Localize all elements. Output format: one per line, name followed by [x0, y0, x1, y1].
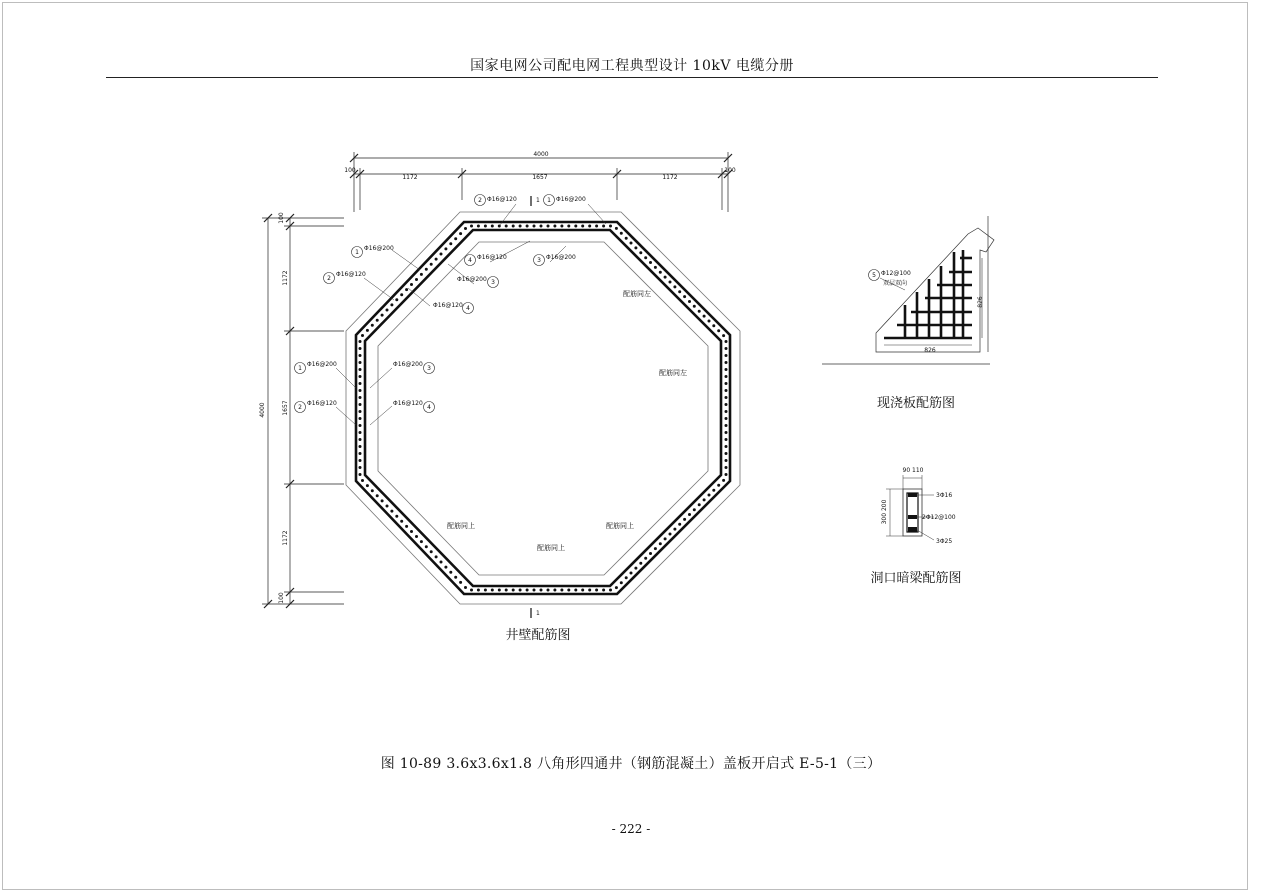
rebar-dot — [420, 540, 423, 543]
rebar-dot — [547, 589, 550, 592]
rebar-label-inner-3: Φ16@200 — [546, 254, 576, 261]
rebar-dot — [725, 452, 728, 455]
beam-detail — [886, 475, 934, 540]
rebar-dot — [708, 494, 711, 497]
rebar-dot — [400, 293, 403, 296]
note-same-up-2: 配筋同上 — [606, 522, 634, 530]
rebar-dot — [420, 273, 423, 276]
rebar-dot — [526, 589, 529, 592]
rebar-dot — [359, 424, 362, 427]
rebar-dot — [717, 329, 720, 332]
rebar-dot — [366, 329, 369, 332]
rebar-dot — [725, 473, 728, 476]
rebar-label-diag-4b: Φ16@120 — [433, 302, 463, 309]
rebar-dot — [725, 382, 728, 385]
rebar-dot — [533, 225, 536, 228]
rebar-label-diag-4: Φ16@120 — [477, 254, 507, 261]
bubble-1: 1 — [298, 365, 302, 372]
beam-rebar-top: 3Φ16 — [936, 492, 953, 499]
rebar-dot — [477, 225, 480, 228]
dim-top-total: 4000 — [533, 151, 549, 158]
rebar-dot — [725, 424, 728, 427]
dim-left-seg-4: 1172 — [282, 530, 289, 546]
rebar-label-top-b: Φ16@200 — [556, 196, 586, 203]
rebar-dot — [688, 513, 691, 516]
rebar-dot — [725, 410, 728, 413]
rebar-dot — [664, 537, 667, 540]
rebar-dot — [725, 396, 728, 399]
rebar-dot — [361, 334, 364, 337]
rebar-dot — [533, 589, 536, 592]
rebar-dot — [395, 298, 398, 301]
rebar-dot — [359, 445, 362, 448]
rebar-dot — [698, 310, 701, 313]
rebar-dot — [595, 225, 598, 228]
rebar-dot — [725, 354, 728, 357]
section-mark-bottom-label: 1 — [536, 610, 540, 617]
rebar-dot — [361, 479, 364, 482]
rebar-dot — [547, 225, 550, 228]
rebar-dot — [410, 283, 413, 286]
page-header: 国家电网公司配电网工程典型设计 10kV 电缆分册 — [470, 58, 794, 74]
rebar-dot — [376, 494, 379, 497]
rebar-distribution-bars — [359, 225, 728, 592]
rebar-dot — [359, 403, 362, 406]
rebar-dot — [683, 295, 686, 298]
bubble-3: 3 — [537, 257, 541, 264]
rebar-dot — [725, 340, 728, 343]
rebar-dot — [440, 561, 443, 564]
rebar-dot — [659, 271, 662, 274]
rebar-dot — [459, 581, 462, 584]
rebar-dot — [359, 410, 362, 413]
rebar-dot — [630, 572, 633, 575]
rebar-dot — [359, 396, 362, 399]
rebar-dot — [725, 347, 728, 350]
rebar-dot — [390, 303, 393, 306]
rebar-dot — [540, 589, 543, 592]
rebar-dot — [498, 589, 501, 592]
rebar-label-left-2: Φ16@120 — [307, 400, 337, 407]
rebar-dot — [649, 261, 652, 264]
rebar-dot — [540, 225, 543, 228]
rebar-dot — [425, 545, 428, 548]
slab-rebar-label: Φ12@100 — [881, 270, 911, 277]
rebar-dot — [444, 566, 447, 569]
rebar-dot — [654, 547, 657, 550]
rebar-dot — [588, 225, 591, 228]
rebar-dot — [644, 256, 647, 259]
rebar-inner-layer — [365, 230, 721, 586]
dim-left-seg-1: 100 — [278, 212, 285, 224]
rebar-dot — [464, 227, 467, 230]
note-same-up-1: 配筋同上 — [447, 522, 475, 530]
rebar-dot — [359, 340, 362, 343]
well-wall-title: 井壁配筋图 — [505, 628, 571, 643]
rebar-dot — [725, 417, 728, 420]
bubble-3: 3 — [491, 279, 495, 286]
rebar-label-diag-2: Φ16@120 — [336, 271, 366, 278]
rebar-dot — [725, 459, 728, 462]
rebar-dot — [669, 533, 672, 536]
slab-rebar-direction: 双层双向 — [883, 280, 908, 287]
slab-dim-v: 826 — [977, 296, 984, 308]
bubble-2: 2 — [478, 197, 482, 204]
rebar-dot — [359, 459, 362, 462]
rebar-dot — [359, 354, 362, 357]
rebar-label-diag-3: Φ16@200 — [457, 276, 487, 283]
rebar-dot — [725, 403, 728, 406]
dim-left-seg-5: 100 — [278, 592, 285, 604]
bubble-3: 3 — [427, 365, 431, 372]
beam-dim-top: 90 110 — [902, 467, 924, 474]
rebar-dot — [359, 452, 362, 455]
slab-dim-h: 826 — [924, 347, 936, 354]
rebar-dot — [567, 589, 570, 592]
rebar-dot — [505, 225, 508, 228]
rebar-dot — [381, 499, 384, 502]
rebar-dot — [390, 510, 393, 513]
rebar-dot — [609, 589, 612, 592]
rebar-dot — [620, 581, 623, 584]
rebar-dot — [664, 276, 667, 279]
bubble-2: 2 — [327, 275, 331, 282]
bubble-4: 4 — [468, 257, 472, 264]
rebar-dot — [386, 505, 389, 508]
rebar-dot — [620, 232, 623, 235]
rebar-label-left-4: Φ16@120 — [393, 400, 423, 407]
rebar-dot — [703, 498, 706, 501]
rebar-dot — [491, 225, 494, 228]
rebar-dot — [359, 368, 362, 371]
slab-detail — [822, 216, 994, 364]
rebar-dot — [725, 375, 728, 378]
rebar-dot — [410, 530, 413, 533]
rebar-dot — [560, 225, 563, 228]
rebar-label-left-1: Φ16@200 — [307, 361, 337, 368]
rebar-dot — [430, 263, 433, 266]
beam-rebar-bottom: 3Φ25 — [936, 538, 953, 545]
rebar-dot — [491, 589, 494, 592]
rebar-dot — [512, 589, 515, 592]
rebar-dot — [444, 247, 447, 250]
rebar-dot — [725, 368, 728, 371]
rebar-dot — [519, 225, 522, 228]
rebar-dot — [359, 361, 362, 364]
rebar-dot — [359, 438, 362, 441]
rebar-dot — [634, 567, 637, 570]
rebar-dot — [359, 417, 362, 420]
dim-top-seg-2: 1172 — [402, 174, 418, 181]
section-mark-top-label: 1 — [536, 197, 540, 204]
rebar-dot — [574, 225, 577, 228]
rebar-dot — [415, 535, 418, 538]
rebar-dot — [553, 589, 556, 592]
rebar-dot — [459, 232, 462, 235]
rebar-dot — [526, 225, 529, 228]
rebar-dot — [673, 285, 676, 288]
rebar-dot — [449, 242, 452, 245]
dim-top-seg-3: 1657 — [532, 174, 548, 181]
note-same-left-1: 配筋同左 — [623, 290, 651, 298]
rebar-dot — [722, 479, 725, 482]
bubble-1: 1 — [547, 197, 551, 204]
rebar-dot — [609, 225, 612, 228]
dim-left-seg-3: 1657 — [282, 400, 289, 416]
rebar-dot — [625, 576, 628, 579]
bubble-5: 5 — [872, 272, 876, 279]
dim-left-seg-2: 1172 — [282, 270, 289, 286]
page-number: - 222 - — [611, 822, 651, 836]
rebar-dot — [615, 586, 618, 589]
rebar-dot — [673, 528, 676, 531]
rebar-dot — [630, 242, 633, 245]
rebar-dot — [683, 518, 686, 521]
rebar-label-top-a: Φ16@120 — [487, 196, 517, 203]
rebar-dot — [698, 503, 701, 506]
rebar-outer-layer — [356, 222, 730, 594]
dim-top-seg-4: 1172 — [662, 174, 678, 181]
rebar-dot — [567, 225, 570, 228]
rebar-dot — [430, 550, 433, 553]
rebar-dot — [615, 227, 618, 230]
rebar-dot — [359, 382, 362, 385]
beam-dim-left: 300 200 — [881, 499, 888, 525]
rebar-dot — [464, 586, 467, 589]
rebar-dot — [371, 324, 374, 327]
rebar-dot — [712, 489, 715, 492]
beam-title: 洞口暗梁配筋图 — [870, 571, 962, 586]
rebar-dot — [470, 589, 473, 592]
rebar-dot — [725, 445, 728, 448]
rebar-dot — [659, 542, 662, 545]
rebar-dot — [654, 266, 657, 269]
rebar-dot — [725, 389, 728, 392]
rebar-dot — [512, 225, 515, 228]
rebar-dot — [678, 290, 681, 293]
rebar-dot — [359, 466, 362, 469]
bubble-1: 1 — [355, 249, 359, 256]
rebar-dot — [366, 484, 369, 487]
beam-stirrup: 2Φ12@100 — [922, 514, 956, 521]
rebar-dot — [649, 552, 652, 555]
rebar-dot — [425, 268, 428, 271]
rebar-label-diag-1: Φ16@200 — [364, 245, 394, 252]
rebar-label-left-3: Φ16@200 — [393, 361, 423, 368]
bubble-4: 4 — [427, 404, 431, 411]
note-same-up-3: 配筋同上 — [537, 544, 565, 552]
bubble-4: 4 — [466, 305, 470, 312]
rebar-dot — [678, 523, 681, 526]
figure-caption: 图 10-89 3.6x3.6x1.8 八角形四通井（钢筋混凝土）盖板开启式 E-5-1（三） — [380, 756, 882, 772]
rebar-dot — [639, 562, 642, 565]
rebar-dot — [359, 375, 362, 378]
rebar-dot — [581, 589, 584, 592]
rebar-dot — [381, 314, 384, 317]
rebar-dot — [669, 281, 672, 284]
rebar-dot — [725, 431, 728, 434]
dim-top-seg-1: 100 — [344, 167, 356, 174]
slab-title: 现浇板配筋图 — [876, 396, 956, 411]
top-dimension — [350, 152, 732, 212]
rebar-dot — [395, 515, 398, 518]
dim-left-total: 4000 — [259, 402, 266, 418]
dim-top-seg-5: 100 — [724, 167, 736, 174]
rebar-dot — [470, 225, 473, 228]
rebar-dot — [484, 225, 487, 228]
rebar-dot — [595, 589, 598, 592]
rebar-dot — [708, 320, 711, 323]
rebar-dot — [386, 309, 389, 312]
rebar-dot — [725, 438, 728, 441]
bubbles — [295, 195, 555, 413]
rebar-dot — [505, 589, 508, 592]
note-same-left-2: 配筋同左 — [659, 369, 687, 377]
rebar-dot — [602, 589, 605, 592]
rebar-dot — [484, 589, 487, 592]
rebar-dot — [415, 278, 418, 281]
rebar-dot — [712, 324, 715, 327]
bubble-2: 2 — [298, 404, 302, 411]
rebar-dot — [440, 253, 443, 256]
rebar-dot — [639, 251, 642, 254]
rebar-dot — [359, 389, 362, 392]
rebar-dot — [602, 225, 605, 228]
rebar-dot — [405, 525, 408, 528]
rebar-dot — [553, 225, 556, 228]
rebar-dot — [359, 431, 362, 434]
rebar-dot — [454, 576, 457, 579]
rebar-dot — [371, 489, 374, 492]
rebar-dot — [376, 319, 379, 322]
rebar-dot — [644, 557, 647, 560]
rebar-dot — [717, 484, 720, 487]
rebar-dot — [581, 225, 584, 228]
rebar-dot — [405, 288, 408, 291]
rebar-dot — [588, 589, 591, 592]
rebar-dot — [519, 589, 522, 592]
rebar-dot — [725, 466, 728, 469]
rebar-dot — [725, 361, 728, 364]
rebar-dot — [693, 508, 696, 511]
rebar-dot — [435, 258, 438, 261]
rebar-dot — [359, 347, 362, 350]
rebar-dot — [400, 520, 403, 523]
rebar-dot — [703, 315, 706, 318]
rebar-dot — [359, 473, 362, 476]
rebar-dot — [435, 555, 438, 558]
rebar-dot — [688, 300, 691, 303]
rebar-dot — [560, 589, 563, 592]
rebar-dot — [634, 246, 637, 249]
rebar-dot — [449, 571, 452, 574]
rebar-dot — [477, 589, 480, 592]
rebar-dot — [574, 589, 577, 592]
rebar-dot — [454, 237, 457, 240]
rebar-dot — [693, 305, 696, 308]
rebar-dot — [722, 334, 725, 337]
rebar-dot — [625, 237, 628, 240]
